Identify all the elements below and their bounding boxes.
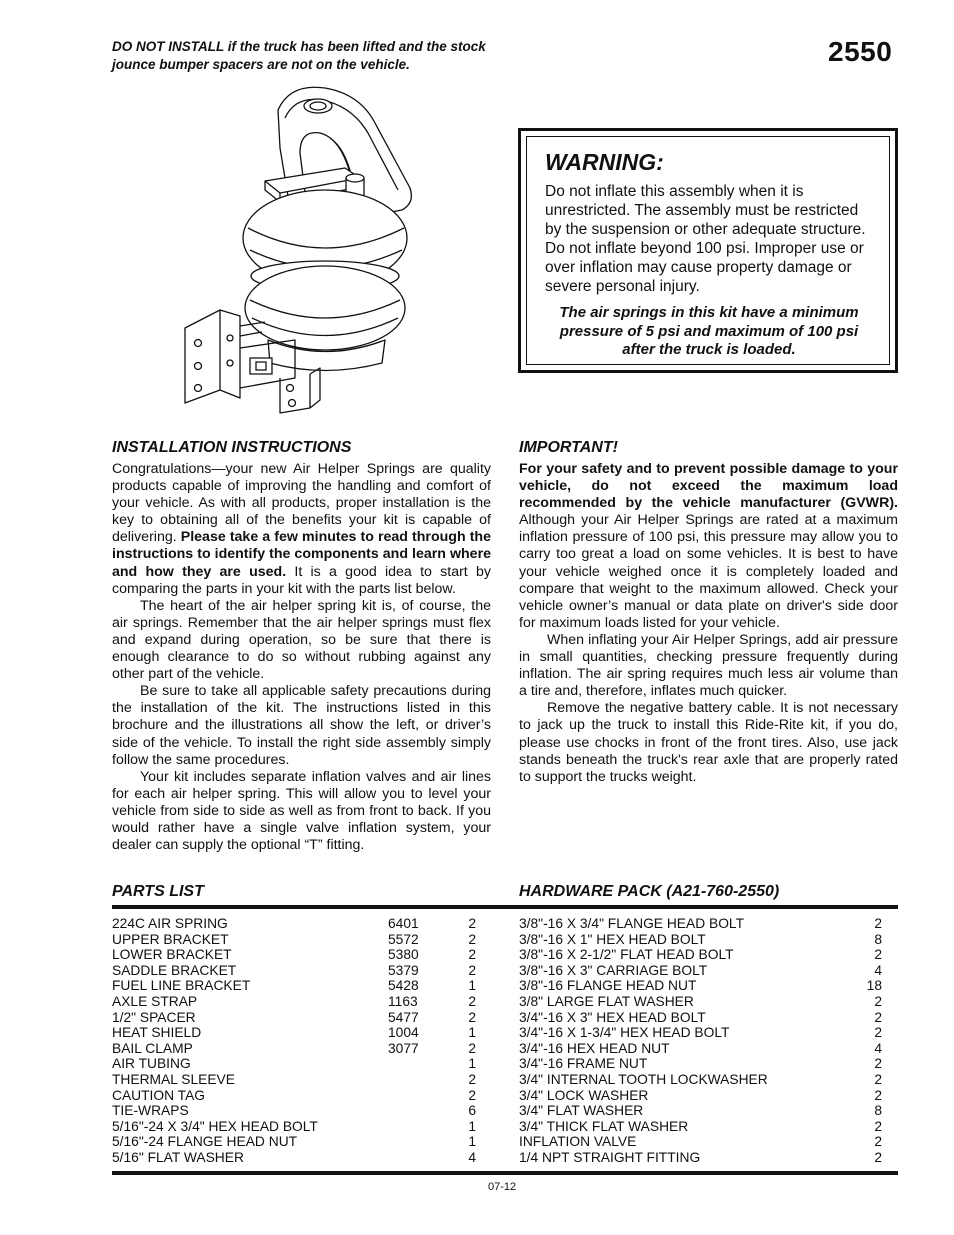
part-name-cell: AIR TUBING	[112, 1056, 191, 1072]
kit-part-number: 2550	[828, 36, 893, 67]
part-qty-cell: 2	[468, 1071, 476, 1087]
hardware-name-cell: 3/8"-16 X 3/4" FLANGE HEAD BOLT	[519, 916, 745, 931]
warning-body: Do not inflate this assembly when it is unrestricted. The assembly must be restricted by the suspension or other adequate structure. Do not inflate beyond 100 psi. Improper use or over inflation may cause property damage or severe personal injury.	[545, 183, 866, 295]
part-qty-cell: 2	[468, 962, 476, 978]
table-row	[112, 963, 476, 979]
part-qty-cell: 2	[468, 1087, 476, 1103]
part-name-cell: UPPER BRACKET	[112, 931, 229, 947]
part-name-cell: AXLE STRAP	[112, 993, 198, 1009]
hardware-qty-cell: 18	[866, 978, 882, 994]
table-row	[519, 1025, 882, 1041]
warning-title: WARNING:	[545, 149, 664, 175]
table-row	[112, 1150, 476, 1166]
part-number-cell: 5428	[388, 978, 419, 994]
table-row	[112, 1119, 476, 1135]
part-name-cell: BAIL CLAMP	[112, 1040, 193, 1056]
hardware-name-cell: INFLATION VALVE	[519, 1134, 637, 1150]
hardware-name-cell: 1/4 NPT STRAIGHT FITTING	[519, 1149, 701, 1165]
hardware-pack-table	[519, 916, 882, 1166]
part-number-cell	[388, 1056, 448, 1072]
important-paragraph-1	[519, 461, 898, 632]
table-row	[112, 947, 476, 963]
part-qty-cell: 2	[468, 916, 476, 931]
hardware-name-cell: 3/4" THICK FLAT WASHER	[519, 1118, 689, 1134]
part-qty-cell: 1	[468, 1056, 476, 1072]
part-name-cell: FUEL LINE BRACKET	[112, 978, 251, 994]
warning-pressure-note: The air springs in this kit have a minimum pressure of 5 psi and maximum of 100 psi after the truck is loaded.	[559, 304, 859, 358]
part-number-cell: 5477	[388, 1009, 419, 1025]
hardware-qty-cell: 2	[874, 1071, 882, 1087]
hardware-qty-cell: 2	[874, 916, 882, 931]
hardware-qty-cell: 2	[874, 1087, 882, 1103]
installation-paragraph-4: Your kit includes separate inflation valves and air lines for each air helper spring. This will allow you to level your vehicle from side to side as well as from front to back. If you would rather have a single valve inflation system, your dealer can supply the optional “T” fitting.	[112, 768, 491, 854]
part-qty-cell: 2	[468, 1009, 476, 1025]
hardware-pack-heading: HARDWARE PACK (A21-760-2550)	[519, 883, 780, 900]
part-name-cell: LOWER BRACKET	[112, 947, 232, 963]
part-qty-cell: 6	[468, 1103, 476, 1119]
hardware-name-cell: 3/4"-16 X 1-3/4" HEX HEAD BOLT	[519, 1025, 730, 1041]
part-qty-cell: 1	[468, 978, 476, 994]
table-row	[519, 947, 882, 963]
table-row	[519, 1088, 882, 1104]
hardware-qty-cell: 2	[874, 1056, 882, 1072]
hardware-qty-cell: 8	[874, 1103, 882, 1119]
part-qty-cell: 2	[468, 931, 476, 947]
table-row	[112, 1010, 476, 1026]
part-number-cell	[388, 1119, 448, 1135]
air-spring-assembly-illustration	[170, 78, 430, 418]
part-number-cell	[388, 1103, 448, 1119]
part-name-cell: HEAT SHIELD	[112, 1025, 202, 1041]
parts-top-rule	[112, 905, 898, 909]
part-name-cell: 1/2" SPACER	[112, 1009, 196, 1025]
installation-p1-bold: Please take a few minutes to read through the instructions to identify the components and learn where and how they are used.	[112, 529, 491, 580]
table-row	[519, 978, 882, 994]
table-row	[519, 932, 882, 948]
table-row	[112, 1134, 476, 1150]
part-qty-cell: 2	[468, 947, 476, 963]
hardware-name-cell: 3/8"-16 FLANGE HEAD NUT	[519, 978, 697, 994]
part-name-cell: SADDLE BRACKET	[112, 962, 237, 978]
part-qty-cell: 1	[468, 1025, 476, 1041]
part-qty-cell: 2	[468, 1040, 476, 1056]
part-number-cell: 5380	[388, 947, 419, 963]
hardware-name-cell: 3/4"-16 X 3" HEX HEAD BOLT	[519, 1009, 706, 1025]
installation-p1-start: Congratulations—your new Air Helper Springs are quality products capable of improving the handling and comfort of your vehicle. As with all products, proper installation is the key to obtaining all of the benefits your kit is capable of delivering.	[112, 461, 491, 546]
installation-paragraph-3: Be sure to take all applicable safety precautions during the installation of the kit. The instructions listed in this brochure and the illustrations all show the left, or driver’s side of the vehicle. To install the right side assembly simply follow the same procedures.	[112, 683, 491, 768]
table-row	[112, 1103, 476, 1119]
important-text	[519, 461, 898, 786]
hardware-qty-cell: 2	[874, 947, 882, 963]
table-row	[519, 1072, 882, 1088]
part-number-cell: 5379	[388, 962, 419, 978]
hardware-name-cell: 3/8"-16 X 2-1/2" FLAT HEAD BOLT	[519, 947, 734, 963]
table-row	[112, 1072, 476, 1088]
table-row	[519, 1150, 882, 1166]
hardware-name-cell: 3/8"-16 X 1" HEX HEAD BOLT	[519, 931, 706, 947]
part-number-cell: 1004	[388, 1025, 419, 1041]
hardware-name-cell: 3/4" LOCK WASHER	[519, 1087, 649, 1103]
installation-text	[112, 461, 491, 854]
warning-box	[518, 128, 898, 373]
table-row	[519, 1103, 882, 1119]
part-number-cell: 6401	[388, 916, 419, 931]
important-paragraph-3: Remove the negative battery cable. It is not necessary to jack up the truck to install this Ride-Rite kit, if you do, please use chocks in front of the front tires. Also, use jack stands beneath the truck's rear axle that are properly rated to support the trucks weight.	[519, 700, 898, 785]
part-number-cell: 1163	[388, 993, 418, 1009]
important-heading: IMPORTANT!	[519, 439, 618, 456]
part-name-cell: CAUTION TAG	[112, 1087, 206, 1103]
revision-date: 07-12	[488, 1181, 517, 1193]
table-row	[519, 1056, 882, 1072]
table-row	[112, 994, 476, 1010]
hardware-qty-cell: 2	[874, 1118, 882, 1134]
installation-paragraph-1	[112, 461, 491, 598]
part-number-cell	[388, 1150, 448, 1166]
parts-list-table	[112, 916, 476, 1166]
table-row	[112, 1088, 476, 1104]
hardware-name-cell: 3/4" INTERNAL TOOTH LOCKWASHER	[519, 1071, 768, 1087]
table-row	[519, 1119, 882, 1135]
table-row	[112, 1056, 476, 1072]
table-row	[519, 994, 882, 1010]
table-row	[519, 963, 882, 979]
warning-box-inner	[526, 136, 890, 365]
parts-list-heading: PARTS LIST	[112, 883, 204, 900]
part-name-cell: 5/16" FLAT WASHER	[112, 1149, 244, 1165]
part-number-cell	[388, 1134, 448, 1150]
part-qty-cell: 1	[468, 1134, 476, 1150]
part-name-cell: 224C AIR SPRING	[112, 916, 228, 931]
hardware-qty-cell: 2	[874, 993, 882, 1009]
part-number-cell: 3077	[388, 1040, 419, 1056]
important-p1-end: Although your Air Helper Springs are rated at a maximum inflation pressure of 100 psi, this pressure may allow you to carry too great a load on some vehicles. It is best to have your vehicle weighed once it is completely loaded and compare that weight to the maximum allowed. Check your vehicle owner’s manual or data plate on driver's side door for maximum loads listed for your vehicle.	[519, 512, 898, 631]
hardware-qty-cell: 2	[874, 1134, 882, 1150]
installation-heading: INSTALLATION INSTRUCTIONS	[112, 439, 352, 456]
hardware-name-cell: 3/4" FLAT WASHER	[519, 1103, 644, 1119]
table-row	[519, 916, 882, 932]
table-row	[112, 1025, 476, 1041]
hardware-name-cell: 3/4"-16 FRAME NUT	[519, 1056, 648, 1072]
table-row	[112, 1041, 476, 1057]
hardware-qty-cell: 2	[874, 1025, 882, 1041]
part-name-cell: 5/16"-24 FLANGE HEAD NUT	[112, 1134, 298, 1150]
part-name-cell: 5/16"-24 X 3/4" HEX HEAD BOLT	[112, 1118, 318, 1134]
part-qty-cell: 1	[468, 1118, 476, 1134]
hardware-qty-cell: 4	[874, 1040, 882, 1056]
table-row	[112, 978, 476, 994]
install-caution-note: DO NOT INSTALL if the truck has been lifted and the stock jounce bumper spacers are not on the vehicle.	[112, 39, 486, 72]
part-name-cell: THERMAL SLEEVE	[112, 1071, 235, 1087]
important-p1-bold: For your safety and to prevent possible damage to your vehicle, do not exceed the maximum load recommended by the vehicle manufacturer (GVWR).	[519, 461, 898, 512]
important-paragraph-2: When inflating your Air Helper Springs, add air pressure in small quantities, checking pressure frequently during inflation. The air spring requires much less air volume than a tire and, therefore, inflates much quicker.	[519, 631, 898, 700]
part-qty-cell: 2	[468, 993, 476, 1009]
part-qty-cell: 4	[468, 1149, 476, 1165]
hardware-name-cell: 3/8" LARGE FLAT WASHER	[519, 993, 694, 1009]
part-number-cell	[388, 1072, 448, 1088]
table-row	[112, 932, 476, 948]
table-row	[519, 1041, 882, 1057]
table-row	[519, 1134, 882, 1150]
parts-bottom-rule	[112, 1171, 898, 1175]
installation-p1-end: It is a good idea to start by comparing the parts in your kit with the parts list below.	[112, 563, 491, 597]
hardware-qty-cell: 8	[874, 931, 882, 947]
installation-paragraph-2: The heart of the air helper spring kit is, of course, the air springs. Remember that the air helper springs must flex and expand during operation, so be sure that there is enough clearance to do so without rubbing against any other part of the vehicle.	[112, 597, 491, 683]
hardware-name-cell: 3/8"-16 X 3" CARRIAGE BOLT	[519, 962, 708, 978]
hardware-name-cell: 3/4"-16 HEX HEAD NUT	[519, 1040, 670, 1056]
part-name-cell: TIE-WRAPS	[112, 1103, 189, 1119]
table-row	[112, 916, 476, 932]
hardware-qty-cell: 2	[874, 1149, 882, 1165]
part-number-cell: 5572	[388, 931, 419, 947]
hardware-qty-cell: 4	[874, 962, 882, 978]
hardware-qty-cell: 2	[874, 1009, 882, 1025]
part-number-cell	[388, 1088, 448, 1104]
table-row	[519, 1010, 882, 1026]
